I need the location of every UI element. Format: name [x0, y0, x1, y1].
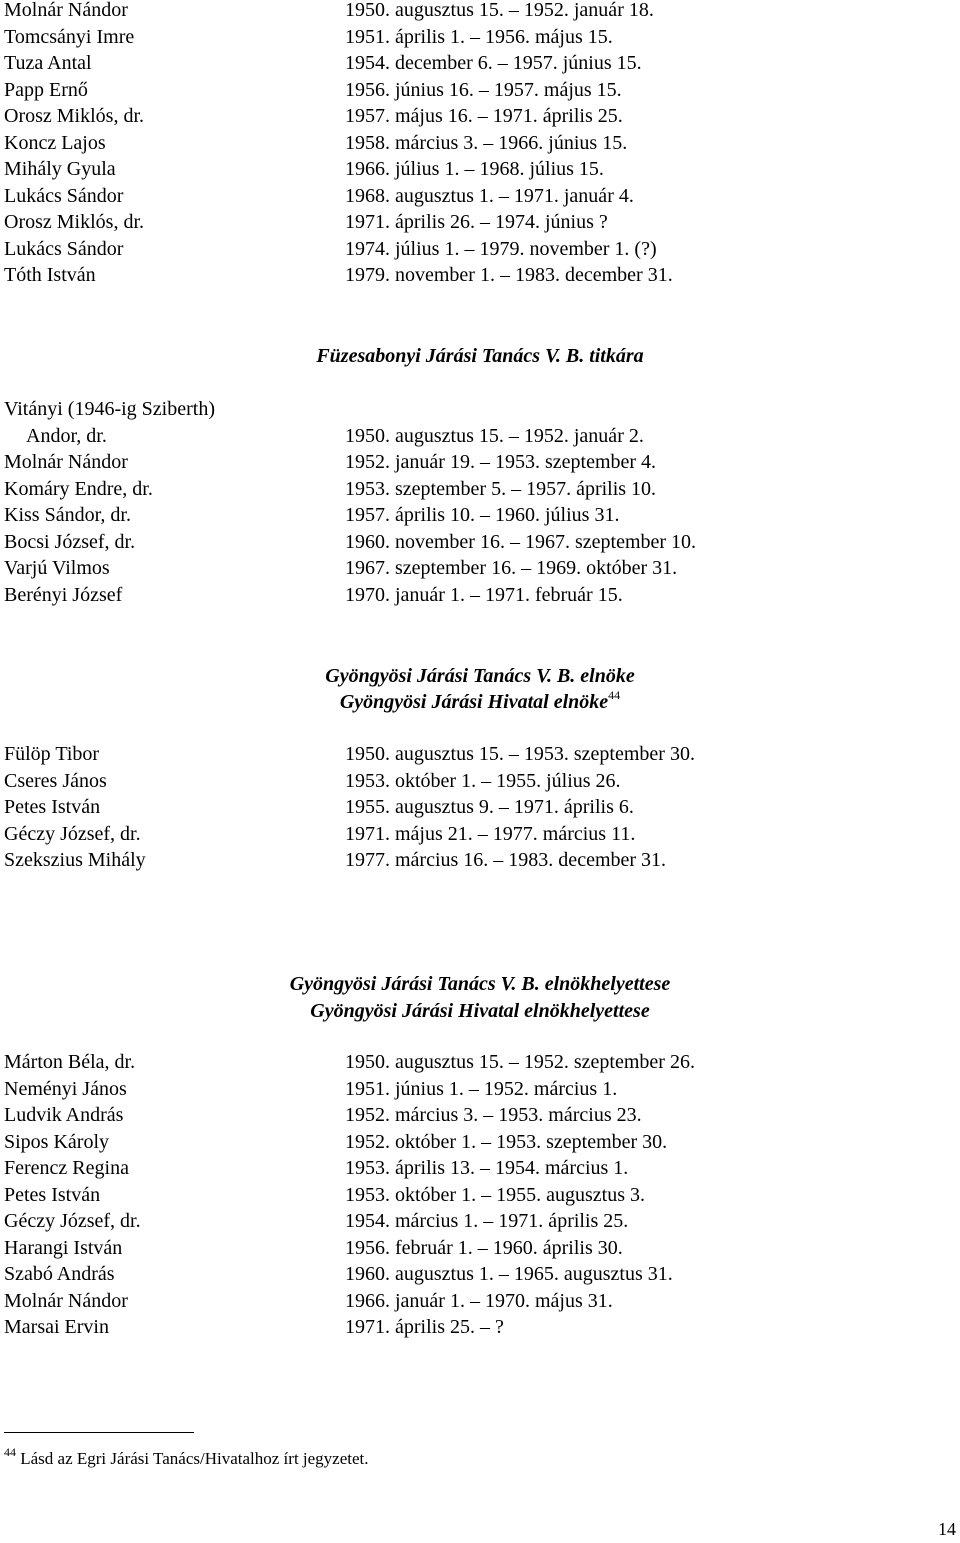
person-name: Márton Béla, dr. — [4, 1051, 136, 1073]
person-name: Kiss Sándor, dr. — [4, 504, 131, 526]
person-name: Géczy József, dr. — [4, 822, 141, 845]
tenure-dates: 1952. október 1. – 1953. szeptember 30. — [345, 1130, 668, 1153]
tenure-dates: 1950. augusztus 15. – 1953. szeptember 30. — [345, 743, 695, 765]
tenure-dates: 1950. augusztus 15. – 1952. szeptember 26. — [345, 1051, 695, 1073]
person-name: Koncz Lajos — [4, 131, 106, 154]
tenure-dates: 1953. október 1. – 1955. július 26. — [345, 769, 621, 792]
person-name: Molnár Nándor — [4, 1289, 128, 1312]
footnote — [4, 1446, 369, 1472]
person-name: Molnár Nándor — [4, 0, 128, 21]
tenure-dates: 1966. július 1. – 1968. július 15. — [345, 158, 604, 180]
tenure-dates: 1952. március 3. – 1953. március 23. — [345, 1104, 642, 1126]
person-name: Neményi János — [4, 1077, 127, 1100]
subheading-text: Gyöngyösi Járási Hivatal elnöke — [339, 691, 609, 713]
tenure-dates: 1953. április 13. – 1954. március 1. — [345, 1157, 629, 1179]
tenure-dates: 1968. augusztus 1. – 1971. január 4. — [345, 184, 634, 207]
person-name: Komáry Endre, dr. — [4, 477, 153, 500]
footnote-reference[interactable]: 44 — [608, 688, 621, 702]
tenure-dates: 1950. augusztus 15. – 1952. január 18. — [345, 0, 654, 21]
person-name: Fülöp Tibor — [4, 743, 100, 765]
person-name: Tóth István — [4, 264, 96, 286]
tenure-dates: 1977. március 16. – 1983. december 31. — [345, 849, 667, 871]
footnote-number: 44 — [4, 1445, 16, 1459]
tenure-dates: 1960. augusztus 1. – 1965. augusztus 31. — [345, 1263, 673, 1285]
person-name: Lukács Sándor — [4, 184, 124, 207]
person-name: Lukács Sándor — [4, 237, 124, 260]
person-name: Tomcsányi Imre — [4, 25, 135, 48]
tenure-dates: 1954. március 1. – 1971. április 25. — [345, 1210, 629, 1232]
tenure-dates: 1957. április 10. – 1960. július 31. — [345, 504, 620, 526]
person-name-note: Vitányi (1946-ig Sziberth) — [4, 398, 215, 420]
person-name: Bocsi József, dr. — [4, 530, 136, 553]
section-subheading-gyongyos-helyettes: Gyöngyösi Járási Hivatal elnökhelyettese — [310, 999, 650, 1022]
tenure-dates: 1955. augusztus 9. – 1971. április 6. — [345, 796, 634, 818]
person-name: Petes István — [4, 1183, 101, 1206]
tenure-dates: 1953. október 1. – 1955. augusztus 3. — [345, 1183, 645, 1206]
person-name: Cseres János — [4, 769, 107, 792]
tenure-dates: 1971. április 26. – 1974. június ? — [345, 211, 608, 233]
section-subheading-gyongyos-elnok — [0, 689, 960, 715]
person-name: Papp Ernő — [4, 78, 88, 101]
person-name: Ludvik András — [4, 1104, 124, 1126]
person-name: Sipos Károly — [4, 1130, 109, 1153]
tenure-dates: 1960. november 16. – 1967. szeptember 10. — [345, 530, 697, 553]
tenure-dates: 1954. december 6. – 1957. június 15. — [345, 52, 642, 74]
person-name: Ferencz Regina — [4, 1157, 129, 1179]
person-name: Marsai Ervin — [4, 1316, 109, 1338]
section-heading-gyongyos-helyettes: Gyöngyösi Járási Tanács V. B. elnökhelyettese — [289, 973, 671, 995]
footnote-divider — [4, 1432, 194, 1433]
tenure-dates: 1950. augusztus 15. – 1952. január 2. — [345, 424, 644, 447]
person-name: Petes István — [4, 796, 101, 818]
person-name: Orosz Miklós, dr. — [4, 211, 144, 233]
person-name: Orosz Miklós, dr. — [4, 105, 144, 127]
tenure-dates: 1956. június 16. – 1957. május 15. — [345, 78, 622, 101]
tenure-dates: 1974. július 1. – 1979. november 1. (?) — [345, 237, 657, 260]
tenure-dates: 1951. június 1. – 1952. március 1. — [345, 1077, 618, 1100]
tenure-dates: 1970. január 1. – 1971. február 15. — [345, 583, 623, 606]
tenure-dates: 1958. március 3. – 1966. június 15. — [345, 131, 628, 154]
person-name: Andor, dr. — [26, 424, 107, 447]
person-name: Tuza Antal — [4, 52, 92, 74]
tenure-dates: 1979. november 1. – 1983. december 31. — [345, 264, 673, 286]
person-name: Harangi István — [4, 1236, 123, 1259]
person-name: Berényi József — [4, 583, 123, 606]
person-name: Molnár Nándor — [4, 451, 128, 473]
person-name: Géczy József, dr. — [4, 1210, 141, 1232]
tenure-dates: 1967. szeptember 16. – 1969. október 31. — [345, 557, 678, 579]
person-name: Mihály Gyula — [4, 158, 116, 180]
section-heading-fuzesabony: Füzesabonyi Járási Tanács V. B. titkára — [316, 345, 644, 367]
tenure-dates: 1971. április 25. – ? — [345, 1316, 504, 1338]
tenure-dates: 1971. május 21. – 1977. március 11. — [345, 822, 636, 845]
tenure-dates: 1951. április 1. – 1956. május 15. — [345, 25, 613, 48]
tenure-dates: 1957. május 16. – 1971. április 25. — [345, 105, 623, 127]
person-name: Szekszius Mihály — [4, 849, 146, 871]
footnote-text: Lásd az Egri Járási Tanács/Hivatalhoz írt jegyzetet. — [20, 1449, 369, 1468]
tenure-dates: 1956. február 1. – 1960. április 30. — [345, 1236, 623, 1259]
page-number: 14 — [938, 1519, 956, 1539]
tenure-dates: 1953. szeptember 5. – 1957. április 10. — [345, 477, 657, 500]
person-name: Varjú Vilmos — [4, 557, 110, 579]
tenure-dates: 1952. január 19. – 1953. szeptember 4. — [345, 451, 657, 473]
person-name: Szabó András — [4, 1263, 115, 1285]
section-heading-gyongyos-elnok: Gyöngyösi Járási Tanács V. B. elnöke — [325, 665, 635, 687]
tenure-dates: 1966. január 1. – 1970. május 31. — [345, 1289, 613, 1312]
